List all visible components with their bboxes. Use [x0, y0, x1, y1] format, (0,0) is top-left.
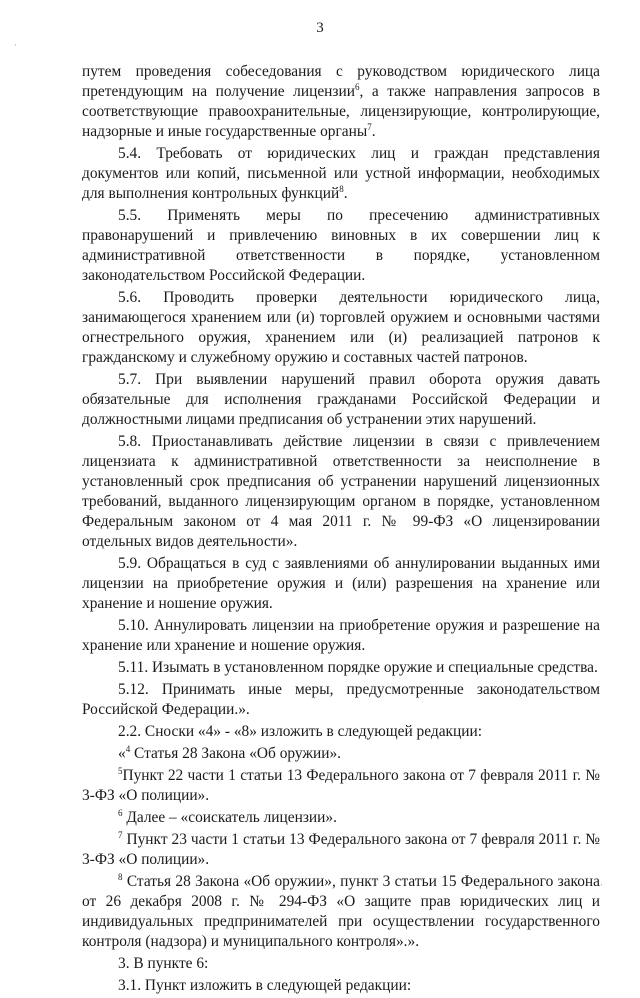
paragraph	[82, 554, 600, 614]
paragraph-text: .	[343, 185, 348, 202]
footnote-ref: 8	[339, 184, 344, 194]
footnote-ref: 4	[125, 744, 131, 754]
paragraph	[82, 830, 600, 870]
paragraph	[82, 722, 600, 742]
paragraph-text: 5.5. Применять меры по пресечению административных правонарушений и привлечению виновных в их совершении лиц к административной ответственности в порядке, установленном законодательством Российской Федерации.	[82, 207, 600, 284]
paragraph	[82, 288, 600, 368]
footnote-ref: 6	[118, 808, 123, 818]
page-number: 3	[316, 20, 324, 36]
paragraph	[82, 658, 600, 678]
paragraph	[82, 370, 600, 430]
paragraph	[82, 144, 600, 204]
paragraph-text: Статья 28 Закона «Об оружии», пункт 3 статьи 15 Федерального закона от 26 декабря 2008 г. № 294-ФЗ «О защите прав юридических лиц и индивидуальных предпринимателей при осуществлении государственного контроля (надзора) и муниципального контроля».».	[82, 873, 600, 950]
scan-artifact: ·	[600, 880, 603, 890]
paragraph	[82, 954, 600, 974]
paragraph-text: Статья 28 Закона «Об оружии».	[130, 745, 342, 762]
paragraph-text: путем проведения собеседования с руководством юридического лица претендующим на получение лицензии	[82, 63, 600, 100]
paragraph-text: 3. В пункте 6:	[118, 955, 209, 972]
paragraph-text: 5.12. Принимать иные меры, предусмотренные законодательством Российской Федерации.».	[82, 681, 600, 718]
paragraph-text: Пункт 22 части 1 статьи 13 Федерального закона от 7 февраля 2011 г. № 3-ФЗ «О полиции».	[82, 767, 600, 804]
footnote-ref: 5	[118, 766, 123, 776]
footnote-ref: 6	[354, 82, 360, 92]
paragraph-text: .	[371, 123, 376, 140]
paragraph-text: 5.10. Аннулировать лицензии на приобретение оружия и разрешение на хранение или хранение и ношение оружия.	[82, 617, 600, 654]
scan-artifact: ·	[14, 40, 17, 50]
paragraph-text: Пункт 23 части 1 статьи 13 Федерального закона от 7 февраля 2011 г. № 3-ФЗ «О полиции».	[82, 831, 600, 868]
paragraph	[82, 432, 600, 552]
paragraph-text: Далее – «соискатель лицензии».	[122, 809, 337, 826]
paragraph	[82, 62, 600, 142]
footnote-ref: 8	[118, 872, 123, 882]
paragraph	[82, 206, 600, 286]
paragraph-text: 5.11. Изымать в установленном порядке оружие и специальные средства.	[118, 659, 598, 676]
paragraph	[82, 766, 600, 806]
paragraph-text: , а также направления запросов в соответствующие правоохранительные, лицензирующие, контролирующие, надзорные и иные государственные органы	[82, 83, 601, 140]
paragraph	[82, 808, 600, 828]
paragraph-text: «	[118, 745, 126, 762]
footnote-ref: 7	[367, 122, 372, 132]
paragraph	[82, 616, 600, 656]
paragraph	[82, 976, 600, 996]
paragraph	[82, 872, 600, 952]
document-body	[82, 62, 600, 998]
footnote-ref: 7	[118, 830, 123, 840]
paragraph-text: 5.9. Обращаться в суд с заявлениями об аннулировании выданных ими лицензии на приобретение оружия и (или) разрешения на хранение или хранение и ношение оружия.	[82, 555, 600, 612]
paragraph	[82, 744, 600, 764]
paragraph-text: 5.6. Проводить проверки деятельности юридического лица, занимающегося хранением или (и) торговлей оружием и основными частями огнестрельного оружия, хранением или (и) реализацией патронов к гражданскому и служебному оружию и составных частей патронов.	[82, 289, 600, 366]
paragraph	[82, 680, 600, 720]
paragraph-text: 5.4. Требовать от юридических лиц и граждан представления документов или копий, письменной или устной информации, необходимых для выполнения контрольных функций	[82, 145, 600, 202]
paragraph-text: 5.7. При выявлении нарушений правил оборота оружия давать обязательные для исполнения гражданами Российской Федерации и должностными лицами предписания об устранении этих нарушений.	[82, 371, 600, 428]
paragraph-text: 3.1. Пункт изложить в следующей редакции:	[118, 977, 412, 994]
paragraph-text: 2.2. Сноски «4» - «8» изложить в следующей редакции:	[118, 723, 483, 740]
paragraph-text: 5.8. Приостанавливать действие лицензии в связи с привлечением лицензиата к административной ответственности за неисполнение в установленный срок предписания об устранении нарушений лицензионных требований, выданного лицензирующим органом в порядке, установленном Федеральным законом от 4 мая 2011 г. № 99-ФЗ «О лицензировании отдельных видов деятельности».	[82, 433, 600, 550]
